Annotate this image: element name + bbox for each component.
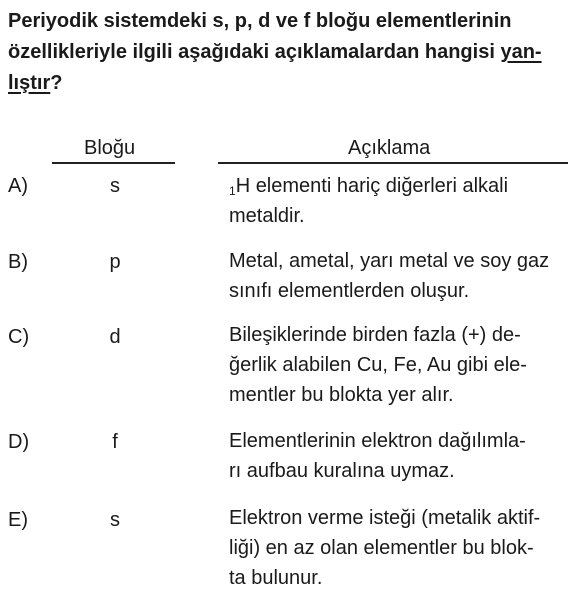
block-cell-e: s: [110, 509, 120, 531]
description-cell-a: [229, 171, 573, 231]
block-cell-a: s: [110, 175, 120, 197]
question-line-2: [8, 37, 573, 68]
block-cell-b: p: [109, 251, 121, 273]
description-line: $_1$H elementi hariç diğerleri alkali: [229, 175, 509, 198]
option-label-b[interactable]: B): [8, 251, 28, 273]
block-cell-c: d: [109, 326, 121, 348]
column-header-description: Açıklama: [348, 137, 431, 159]
header-rule-description: [218, 162, 568, 164]
description-line: ta bulunur.: [229, 567, 323, 589]
description-line: ğerlik alabilen Cu, Fe, Au gibi ele-: [229, 354, 527, 376]
description-line: metaldir.: [229, 205, 305, 227]
description-cell-c: [229, 320, 573, 410]
question-line-2-text: özellikleriyle ilgili aşağıdaki açıklamalardan hangisi: [8, 41, 501, 63]
question-emphasis-part-2: lıştır: [8, 72, 51, 94]
question-line-1: Periyodik sistemdeki s, p, d ve f bloğu elementlerinin: [8, 10, 512, 32]
description-line: Elementlerinin elektron dağılımla-: [229, 430, 526, 452]
description-line: Metal, ametal, yarı metal ve soy gaz: [229, 250, 550, 272]
subscript-atomic-number: 1: [229, 184, 236, 198]
question-line-3: [8, 68, 573, 99]
description-line: Elektron verme isteği (metalik aktif-: [229, 507, 541, 529]
description-line: mentler bu blokta yer alır.: [229, 384, 454, 406]
question-text: [8, 6, 573, 99]
description-line: liği) en az olan elementler bu blok-: [229, 537, 534, 559]
column-header-block: Bloğu: [84, 137, 136, 159]
option-label-e[interactable]: E): [8, 509, 28, 531]
description-line: sınıfı elementlerden oluşur.: [229, 280, 470, 302]
description-line: rı aufbau kuralına uymaz.: [229, 460, 455, 482]
description-cell-b: [229, 246, 573, 306]
question-mark: ?: [50, 72, 63, 94]
option-label-a[interactable]: A): [8, 175, 28, 197]
option-label-c[interactable]: C): [8, 326, 30, 348]
option-label-d[interactable]: D): [8, 431, 30, 453]
header-rule-block: [52, 162, 175, 164]
description-cell-d: [229, 426, 573, 486]
block-cell-d: f: [112, 431, 118, 453]
description-cell-e: [229, 503, 573, 593]
question-emphasis-part-1: yan-: [500, 41, 542, 63]
description-line: Bileşiklerinde birden fazla (+) de-: [229, 324, 521, 346]
